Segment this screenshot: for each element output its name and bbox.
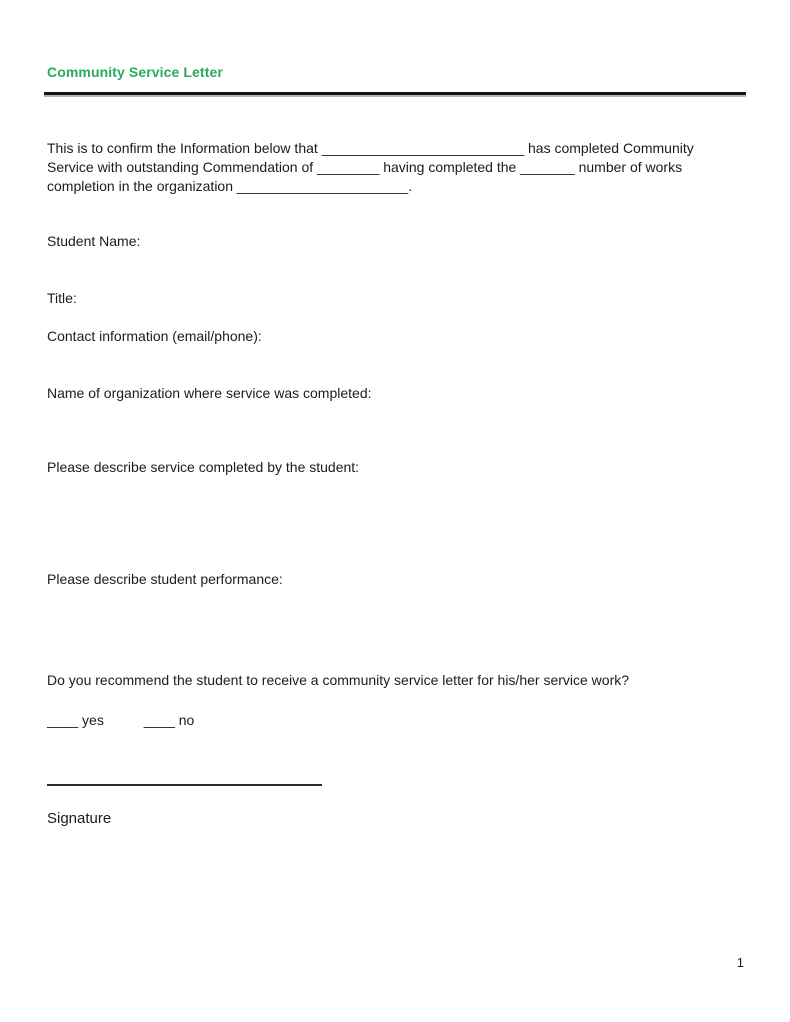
field-label-contact-information: Contact information (email/phone): [47, 328, 262, 344]
intro-line-3: completion in the organization ______________________. [47, 178, 413, 194]
signature-rule [47, 784, 322, 786]
field-label-title: Title: [47, 290, 77, 306]
field-label-organization-name: Name of organization where service was completed: [47, 385, 372, 401]
intro-paragraph [47, 139, 694, 196]
page-number: 1 [736, 955, 744, 970]
document-title: Community Service Letter [47, 64, 223, 80]
field-label-student-name: Student Name: [47, 233, 141, 249]
signature-label: Signature [47, 810, 112, 827]
recommend-no-option: ____ no [143, 712, 195, 728]
field-label-student-performance: Please describe student performance: [47, 571, 283, 587]
recommend-options-row [47, 712, 194, 728]
field-label-recommend-question: Do you recommend the student to receive a community service letter for his/her service work? [47, 672, 630, 688]
title-separator-rule [44, 92, 746, 97]
field-label-service-description: Please describe service completed by the student: [47, 459, 360, 475]
intro-line-2: Service with outstanding Commendation of ________ having completed the _______ number of works [47, 159, 683, 175]
recommend-yes-option: ____ yes [47, 712, 104, 728]
intro-line-1: This is to confirm the Information below that __________________________ has completed Community [47, 140, 694, 156]
